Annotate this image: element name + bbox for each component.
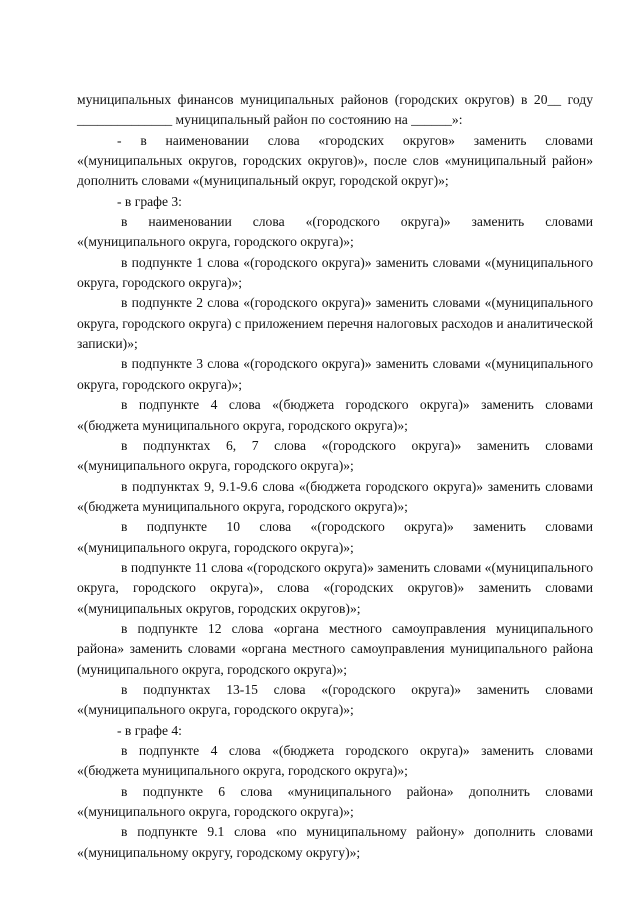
paragraph: в подпункте 9.1 слова «по муниципальному району» дополнить словами «(муниципальному округу, городскому округу)»;	[77, 824, 593, 860]
paragraph: - в наименовании слова «городских округов» заменить словами «(муниципальных округов, городских округов)», после слов «муниципальный район» дополнить словами «(муниципальный округ, городской округ)»;	[77, 132, 593, 189]
paragraph: в подпункте 6 слова «муниципального района» дополнить словами «(муниципального округа, городского округа)»;	[77, 783, 593, 820]
paragraph: в подпункте 4 слова «(бюджета городского округа)» заменить словами «(бюджета муниципального округа, городского округа)»;	[77, 397, 593, 433]
paragraph: в подпункте 10 слова «(городского округа)» заменить словами «(муниципального округа, городского округа)»;	[77, 519, 593, 555]
paragraph: в подпункте 1 слова «(городского округа)» заменить словами «(муниципального округа, городского округа)»;	[77, 254, 593, 291]
paragraph: в подпункте 12 слова «органа местного самоуправления муниципального района» заменить словами «органа местного самоуправления муниципального района (муниципального округа, городского округа)»;	[77, 620, 593, 677]
paragraph: в подпунктах 6, 7 слова «(городского округа)» заменить словами «(муниципального округа, городского округа)»;	[77, 437, 593, 474]
paragraph: в подпункте 11 слова «(городского округа)» заменить словами «(муниципального округа, городского округа)», слова «(городских округов)» заменить словами «(муниципальных округов, городских округов)»;	[77, 559, 593, 616]
paragraph: в подпунктах 13-15 слова «(городского округа)» заменить словами «(муниципального округа, городского округа)»;	[77, 681, 593, 718]
paragraph: в наименовании слова «(городского округа)» заменить словами «(муниципального округа, городского округа)»;	[77, 214, 593, 250]
paragraph: в подпункте 3 слова «(городского округа)» заменить словами «(муниципального округа, городского округа)»;	[77, 356, 593, 392]
paragraph: в подпункте 2 слова «(городского округа)» заменить словами «(муниципального округа, городского округа) с приложением перечня налоговых расходов и аналитической записки)»;	[77, 295, 593, 352]
paragraph: в подпунктах 9, 9.1-9.6 слова «(бюджета городского округа)» заменить словами «(бюджета муниципального округа, городского округа)»;	[77, 478, 593, 514]
paragraph: - в графе 4:	[117, 722, 182, 738]
paragraph: в подпункте 4 слова «(бюджета городского округа)» заменить словами «(бюджета муниципального округа, городского округа)»;	[77, 743, 593, 779]
paragraph: - в графе 3:	[117, 193, 182, 209]
paragraph: муниципальных финансов муниципальных районов (городских округов) в 20__ году ______________ муниципальный район по состоянию на ______»:	[77, 92, 593, 128]
document-page	[77, 90, 593, 863]
